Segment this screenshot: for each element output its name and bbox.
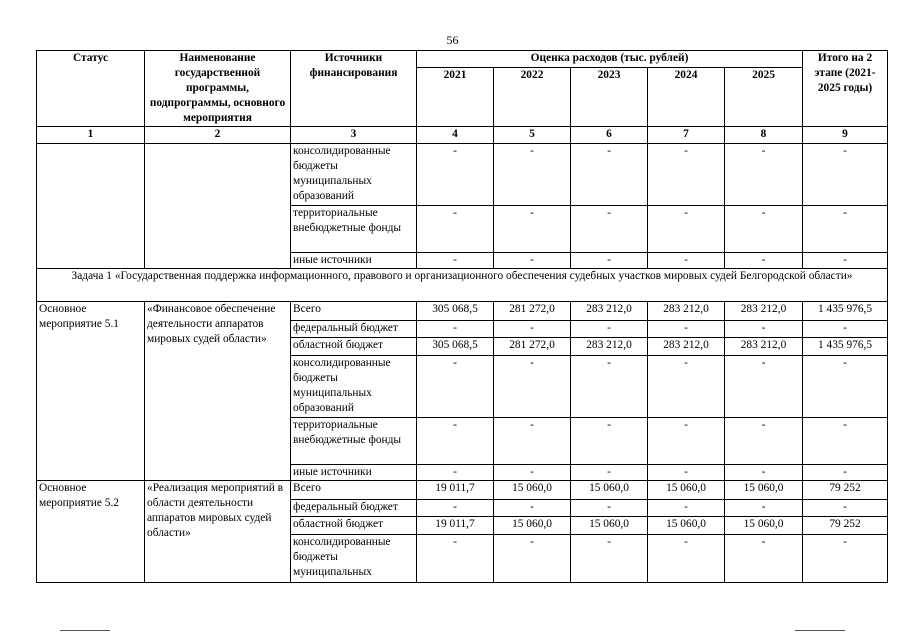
header-status: Статус (37, 51, 145, 127)
page-number: 56 (446, 33, 459, 47)
value-cell: - (571, 535, 648, 583)
value-cell: - (725, 144, 803, 206)
value-cell: - (725, 206, 803, 253)
value-cell: - (648, 465, 725, 481)
measure-status: Основное мероприятие 5.2 (37, 481, 145, 583)
value-cell: 283 212,0 (725, 302, 803, 321)
value-cell: - (571, 356, 648, 418)
value-cell: 283 212,0 (648, 302, 725, 321)
value-cell: - (725, 500, 803, 517)
value-cell: - (648, 535, 725, 583)
value-cell: - (803, 144, 888, 206)
value-cell: - (803, 500, 888, 517)
header-name: Наименование государственной программы, подпрограммы, основного мероприятия (145, 51, 291, 127)
value-cell: 283 212,0 (571, 302, 648, 321)
value-cell: - (494, 144, 571, 206)
value-cell: 1 435 976,5 (803, 302, 888, 321)
value-cell: 79 252 (803, 517, 888, 535)
value-cell: 15 060,0 (571, 481, 648, 500)
value-cell: 305 068,5 (417, 302, 494, 321)
measure-status: Основное мероприятие 5.1 (37, 302, 145, 481)
source-cell: Всего (291, 481, 417, 500)
value-cell: - (725, 535, 803, 583)
value-cell: - (648, 418, 725, 465)
source-cell: территориальные внебюджетные фонды (291, 418, 417, 465)
value-cell: - (417, 144, 494, 206)
value-cell: - (571, 465, 648, 481)
value-cell: - (803, 356, 888, 418)
value-cell: - (571, 206, 648, 253)
value-cell: - (494, 321, 571, 338)
value-cell: 281 272,0 (494, 338, 571, 356)
value-cell: - (803, 535, 888, 583)
task-row (37, 269, 888, 302)
col-number: 7 (648, 127, 725, 144)
header-year: 2024 (648, 68, 725, 127)
header-year: 2021 (417, 68, 494, 127)
value-cell: 283 212,0 (571, 338, 648, 356)
value-cell: - (494, 206, 571, 253)
value-cell: - (648, 500, 725, 517)
value-cell: - (571, 144, 648, 206)
table-row (37, 481, 888, 500)
value-cell: - (417, 253, 494, 269)
source-cell: областной бюджет (291, 338, 417, 356)
value-cell: - (494, 253, 571, 269)
value-cell: - (648, 321, 725, 338)
value-cell: - (648, 253, 725, 269)
value-cell: 1 435 976,5 (803, 338, 888, 356)
value-cell: 19 011,7 (417, 481, 494, 500)
value-cell: - (648, 206, 725, 253)
source-cell: Всего (291, 302, 417, 321)
value-cell: 15 060,0 (725, 481, 803, 500)
table-row (37, 302, 888, 321)
name-cell-empty (145, 144, 291, 269)
value-cell: - (803, 206, 888, 253)
value-cell: - (494, 535, 571, 583)
col-number: 2 (145, 127, 291, 144)
value-cell: - (803, 253, 888, 269)
value-cell: 15 060,0 (648, 517, 725, 535)
header-estimate: Оценка расходов (тыс. рублей) (417, 51, 803, 68)
source-cell: консолидированные бюджеты муниципальных образований (291, 144, 417, 206)
value-cell: - (417, 356, 494, 418)
col-number: 4 (417, 127, 494, 144)
value-cell: 283 212,0 (725, 338, 803, 356)
value-cell: - (725, 418, 803, 465)
col-number: 1 (37, 127, 145, 144)
value-cell: - (803, 418, 888, 465)
value-cell: 15 060,0 (725, 517, 803, 535)
header-sources: Источники финансирования (291, 51, 417, 127)
budget-table (36, 50, 888, 583)
value-cell: - (494, 356, 571, 418)
source-cell: федеральный бюджет (291, 500, 417, 517)
value-cell: - (417, 321, 494, 338)
source-cell: федеральный бюджет (291, 321, 417, 338)
col-number: 6 (571, 127, 648, 144)
col-number: 3 (291, 127, 417, 144)
value-cell: - (803, 321, 888, 338)
header-year: 2025 (725, 68, 803, 127)
value-cell: - (725, 356, 803, 418)
value-cell: - (803, 465, 888, 481)
value-cell: 15 060,0 (494, 517, 571, 535)
value-cell: 305 068,5 (417, 338, 494, 356)
value-cell: 281 272,0 (494, 302, 571, 321)
value-cell: - (725, 465, 803, 481)
header-year: 2022 (494, 68, 571, 127)
value-cell: - (571, 500, 648, 517)
value-cell: - (417, 535, 494, 583)
col-number: 9 (803, 127, 888, 144)
source-cell: иные источники (291, 465, 417, 481)
measure-name: «Реализация мероприятий в области деятельности аппаратов мировых судей области» (145, 481, 291, 583)
value-cell: - (494, 465, 571, 481)
value-cell: - (648, 356, 725, 418)
source-cell: иные источники (291, 253, 417, 269)
footer-rule-left (60, 630, 110, 631)
task-title: Задача 1 «Государственная поддержка информационного, правового и организационного обеспечения судебных участков мировых судей Белгородской области» (37, 269, 888, 302)
value-cell: - (571, 253, 648, 269)
value-cell: 15 060,0 (571, 517, 648, 535)
source-cell: территориальные внебюджетные фонды (291, 206, 417, 253)
value-cell: - (417, 418, 494, 465)
value-cell: 19 011,7 (417, 517, 494, 535)
col-number: 8 (725, 127, 803, 144)
source-cell: консолидированные бюджеты муниципальных (291, 535, 417, 583)
measure-name: «Финансовое обеспечение деятельности аппаратов мировых судей области» (145, 302, 291, 481)
value-cell: 15 060,0 (648, 481, 725, 500)
value-cell: - (725, 321, 803, 338)
header-total: Итого на 2 этапе (2021-2025 годы) (803, 51, 888, 127)
value-cell: - (725, 253, 803, 269)
footer-rule-right (795, 630, 845, 631)
source-cell: областной бюджет (291, 517, 417, 535)
table-row (37, 144, 888, 206)
value-cell: - (494, 500, 571, 517)
value-cell: 79 252 (803, 481, 888, 500)
value-cell: - (571, 321, 648, 338)
value-cell: - (494, 418, 571, 465)
value-cell: - (648, 144, 725, 206)
value-cell: - (417, 206, 494, 253)
source-cell: консолидированные бюджеты муниципальных образований (291, 356, 417, 418)
value-cell: - (417, 465, 494, 481)
value-cell: - (571, 418, 648, 465)
status-cell-empty (37, 144, 145, 269)
value-cell: 283 212,0 (648, 338, 725, 356)
col-number: 5 (494, 127, 571, 144)
header-year: 2023 (571, 68, 648, 127)
value-cell: - (417, 500, 494, 517)
value-cell: 15 060,0 (494, 481, 571, 500)
